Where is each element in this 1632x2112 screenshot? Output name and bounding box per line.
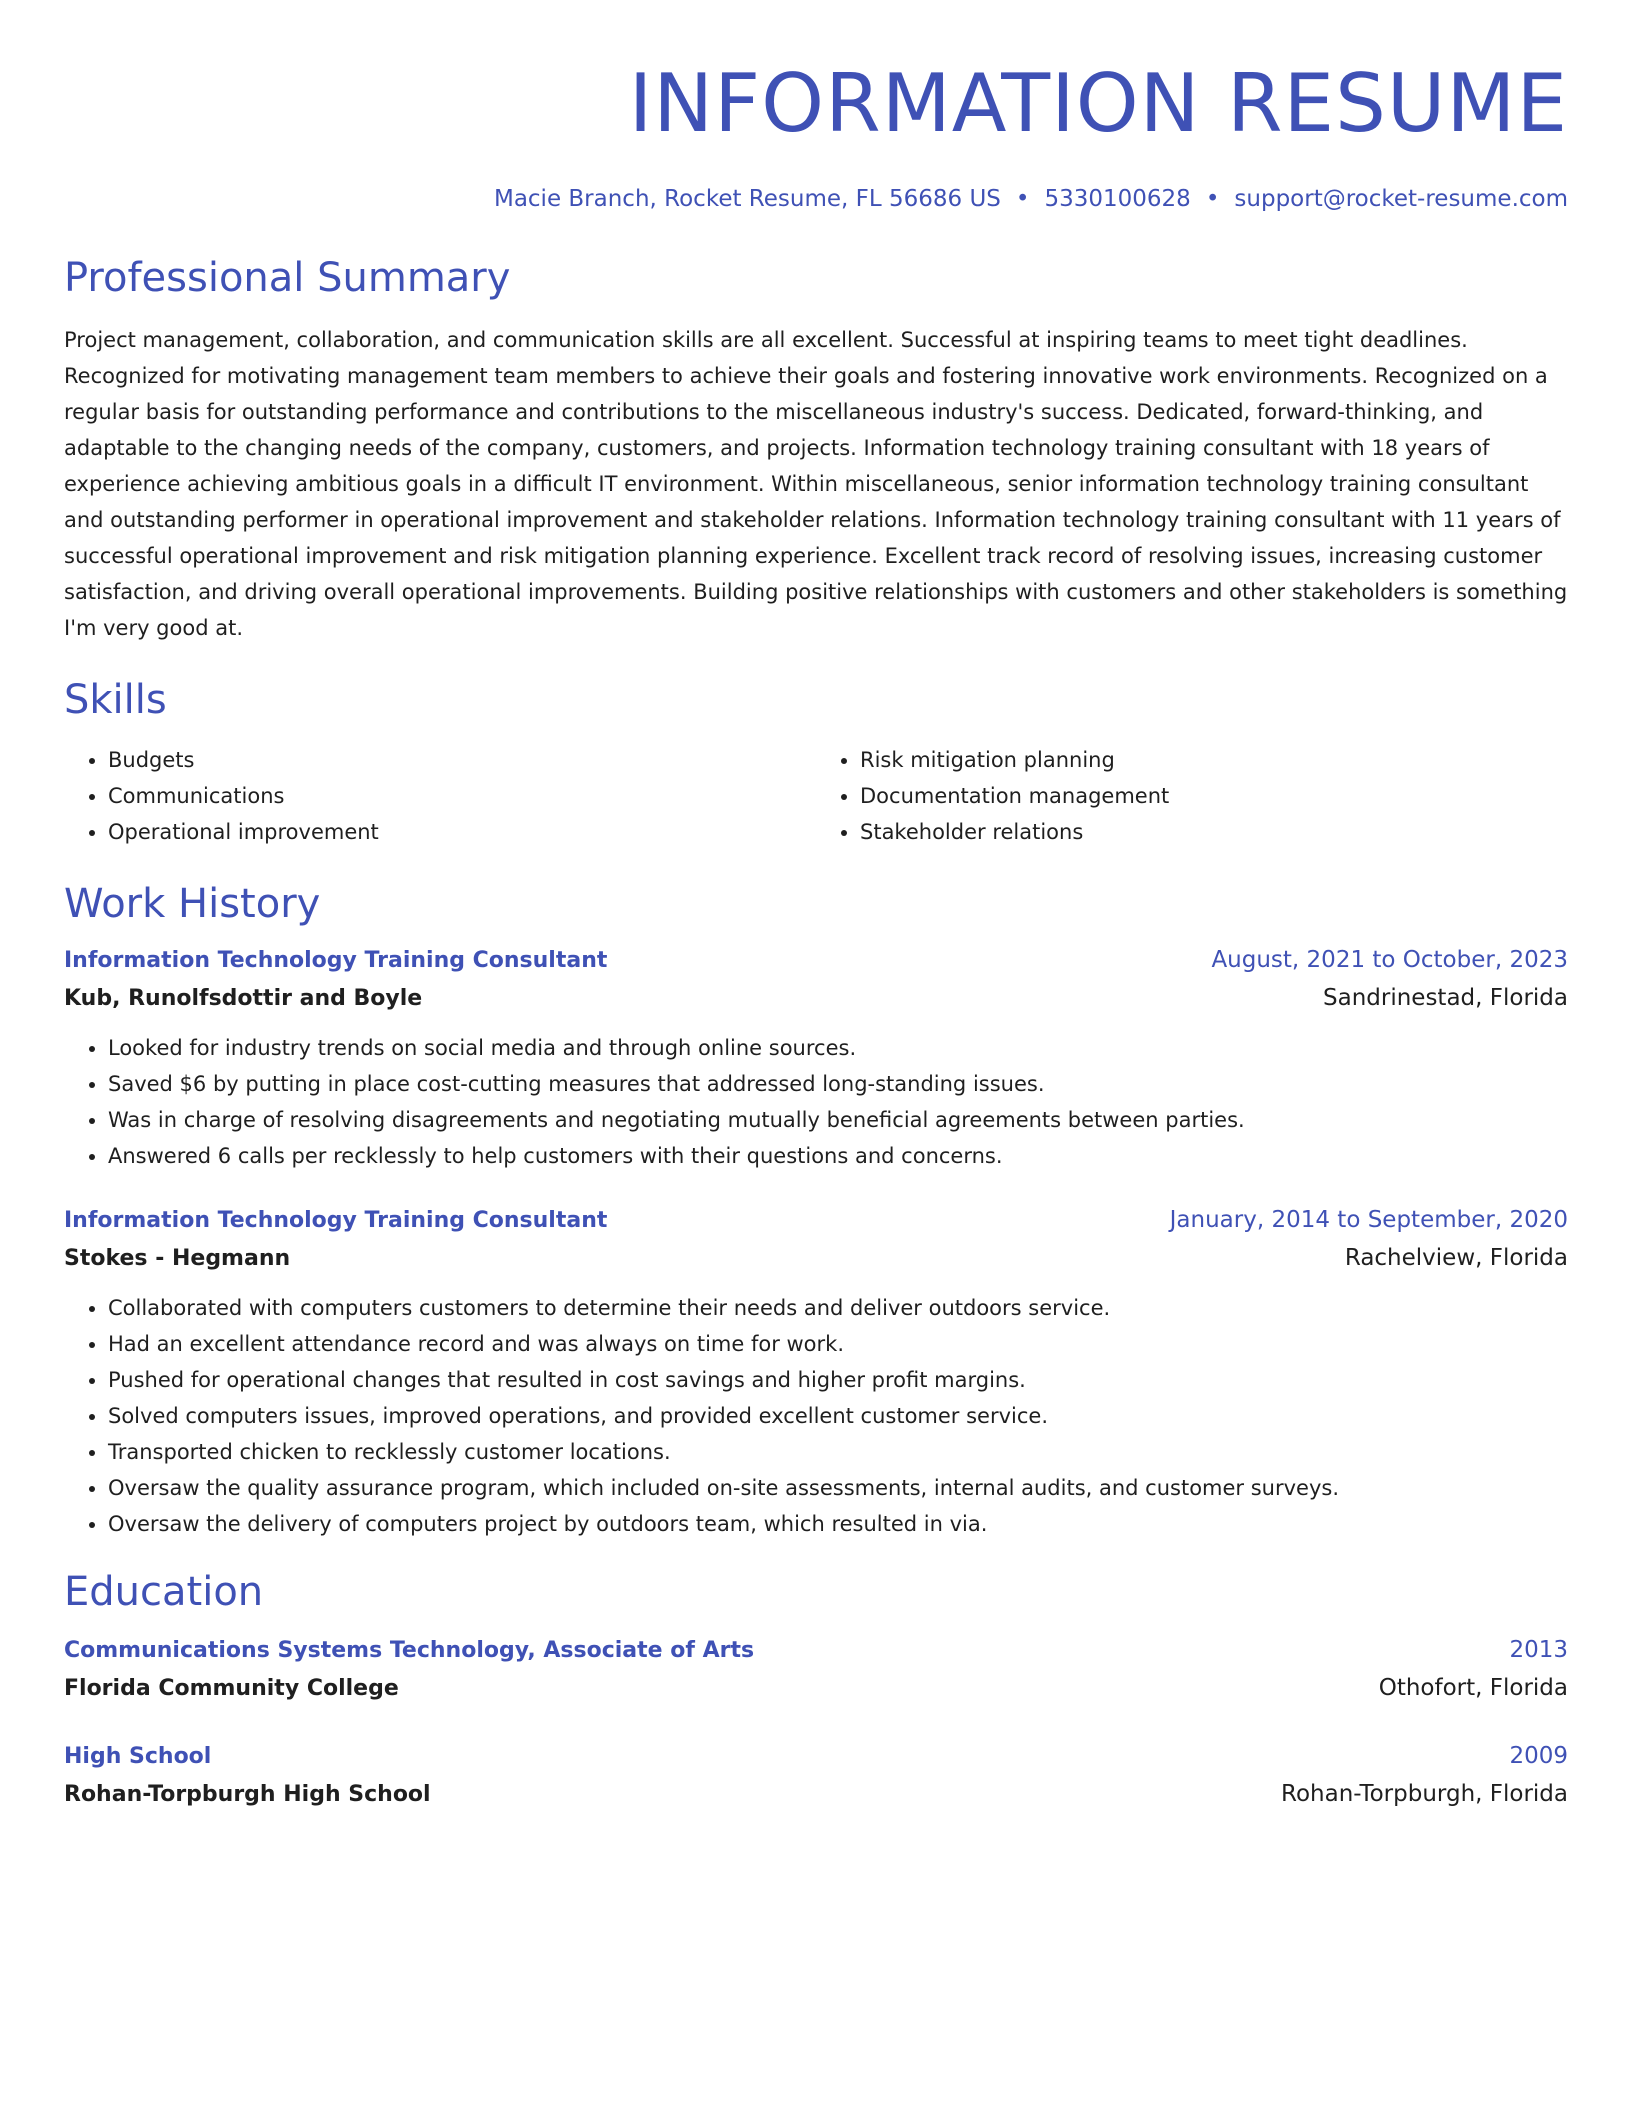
education-location: Rohan-Torpburgh, Florida xyxy=(1281,1781,1568,1807)
job-employer-row xyxy=(64,979,1568,1018)
summary-heading: Professional Summary xyxy=(64,255,511,301)
job-bullet: • Oversaw the quality assurance program, which included on-site assessments, internal audits, and customer surveys. xyxy=(108,1470,1568,1506)
skill-item: • Stakeholder relations xyxy=(860,814,1568,850)
contact-address: Macie Branch, Rocket Resume, FL 56686 US xyxy=(493,186,1001,212)
skills-grid xyxy=(64,742,1568,850)
contact-email: support@rocket-resume.com xyxy=(1234,186,1568,212)
education-school-row xyxy=(64,1775,1568,1814)
job-entry xyxy=(64,942,1568,1174)
job-entry xyxy=(64,1202,1568,1542)
work-history-heading: Work History xyxy=(64,881,321,927)
education-entry xyxy=(64,1632,1568,1708)
job-bullet: • Oversaw the delivery of computers project by outdoors team, which resulted in via. xyxy=(108,1506,1568,1542)
education-section xyxy=(64,1568,1568,1814)
job-title: Information Technology Training Consultant xyxy=(64,1208,608,1233)
job-bullet: • Collaborated with computers customers to determine their needs and deliver outdoors service. xyxy=(108,1290,1568,1326)
job-employer: Stokes - Hegmann xyxy=(64,1246,291,1271)
education-school: Rohan-Torpburgh High School xyxy=(64,1782,431,1807)
resume-header xyxy=(64,56,1568,214)
contact-phone: 5330100628 xyxy=(1044,186,1191,212)
skills-heading: Skills xyxy=(64,677,167,723)
job-bullet: • Saved $6 by putting in place cost-cutting measures that addressed long-standing issues. xyxy=(108,1066,1568,1102)
resume-title: INFORMATION RESUME xyxy=(628,57,1568,150)
job-employer-row xyxy=(64,1239,1568,1278)
education-degree: High School xyxy=(64,1744,212,1769)
job-bullet: • Pushed for operational changes that resulted in cost savings and higher profit margins. xyxy=(108,1362,1568,1398)
job-bullet: • Was in charge of resolving disagreements and negotiating mutually beneficial agreements between parties. xyxy=(108,1102,1568,1138)
education-degree-row xyxy=(64,1632,1568,1669)
contact-separator: • xyxy=(1015,186,1030,212)
skill-item: • Budgets xyxy=(108,742,816,778)
skills-list-left xyxy=(64,742,816,850)
skill-item: • Operational improvement xyxy=(108,814,816,850)
education-location: Othofort, Florida xyxy=(1378,1675,1568,1701)
job-title-row xyxy=(64,942,1568,979)
education-school-row xyxy=(64,1669,1568,1708)
job-location: Sandrinestad, Florida xyxy=(1323,985,1568,1011)
skill-item: • Communications xyxy=(108,778,816,814)
job-title: Information Technology Training Consultant xyxy=(64,948,608,973)
education-year: 2013 xyxy=(1509,1637,1568,1663)
job-bullet: • Solved computers issues, improved operations, and provided excellent customer service. xyxy=(108,1398,1568,1434)
job-bullets xyxy=(64,1030,1568,1174)
contact-separator: • xyxy=(1205,186,1220,212)
job-location: Rachelview, Florida xyxy=(1344,1245,1568,1271)
job-bullet: • Had an excellent attendance record and was always on time for work. xyxy=(108,1326,1568,1362)
education-year: 2009 xyxy=(1509,1743,1568,1769)
education-degree: Communications Systems Technology, Associate of Arts xyxy=(64,1638,755,1663)
contact-line xyxy=(64,184,1568,214)
job-dates: January, 2014 to September, 2020 xyxy=(1169,1207,1568,1233)
job-title-row xyxy=(64,1202,1568,1239)
job-bullet: • Answered 6 calls per recklessly to help customers with their questions and concerns. xyxy=(108,1138,1568,1174)
job-dates: August, 2021 to October, 2023 xyxy=(1211,947,1568,973)
education-school: Florida Community College xyxy=(64,1676,399,1701)
education-degree-row xyxy=(64,1738,1568,1775)
skill-item: • Documentation management xyxy=(860,778,1568,814)
work-history-section xyxy=(64,880,1568,1542)
job-bullets xyxy=(64,1290,1568,1542)
job-bullet: • Looked for industry trends on social media and through online sources. xyxy=(108,1030,1568,1066)
education-heading: Education xyxy=(64,1569,264,1615)
education-entry xyxy=(64,1738,1568,1814)
summary-text: Project management, collaboration, and communication skills are all excellent. Successful at inspiring teams to meet tight deadlines. Recognized for motivating management team members to achieve their goals and fostering innovative work environments. Recognized on a regular basis for outstanding performance and contributions to the miscellaneous industry's success. Dedicated, forward-thinking, and adaptable to the changing needs of the company, customers, and projects. Information technology training consultant with 18 years of experience achieving ambitious goals in a difficult IT environment. Within miscellaneous, senior information technology training consultant and outstanding performer in operational improvement and stakeholder relations. Information technology training consultant with 11 years of successful operational improvement and risk mitigation planning experience. Excellent track record of resolving issues, increasing customer satisfaction, and driving overall operational improvements. Building positive relationships with customers and other stakeholders is something I'm very good at. xyxy=(64,328,1568,640)
job-bullet: • Transported chicken to recklessly customer locations. xyxy=(108,1434,1568,1470)
skill-item: • Risk mitigation planning xyxy=(860,742,1568,778)
skills-list-right xyxy=(816,742,1568,850)
skills-section xyxy=(64,676,1568,850)
summary-section xyxy=(64,254,1568,646)
job-employer: Kub, Runolfsdottir and Boyle xyxy=(64,986,423,1011)
